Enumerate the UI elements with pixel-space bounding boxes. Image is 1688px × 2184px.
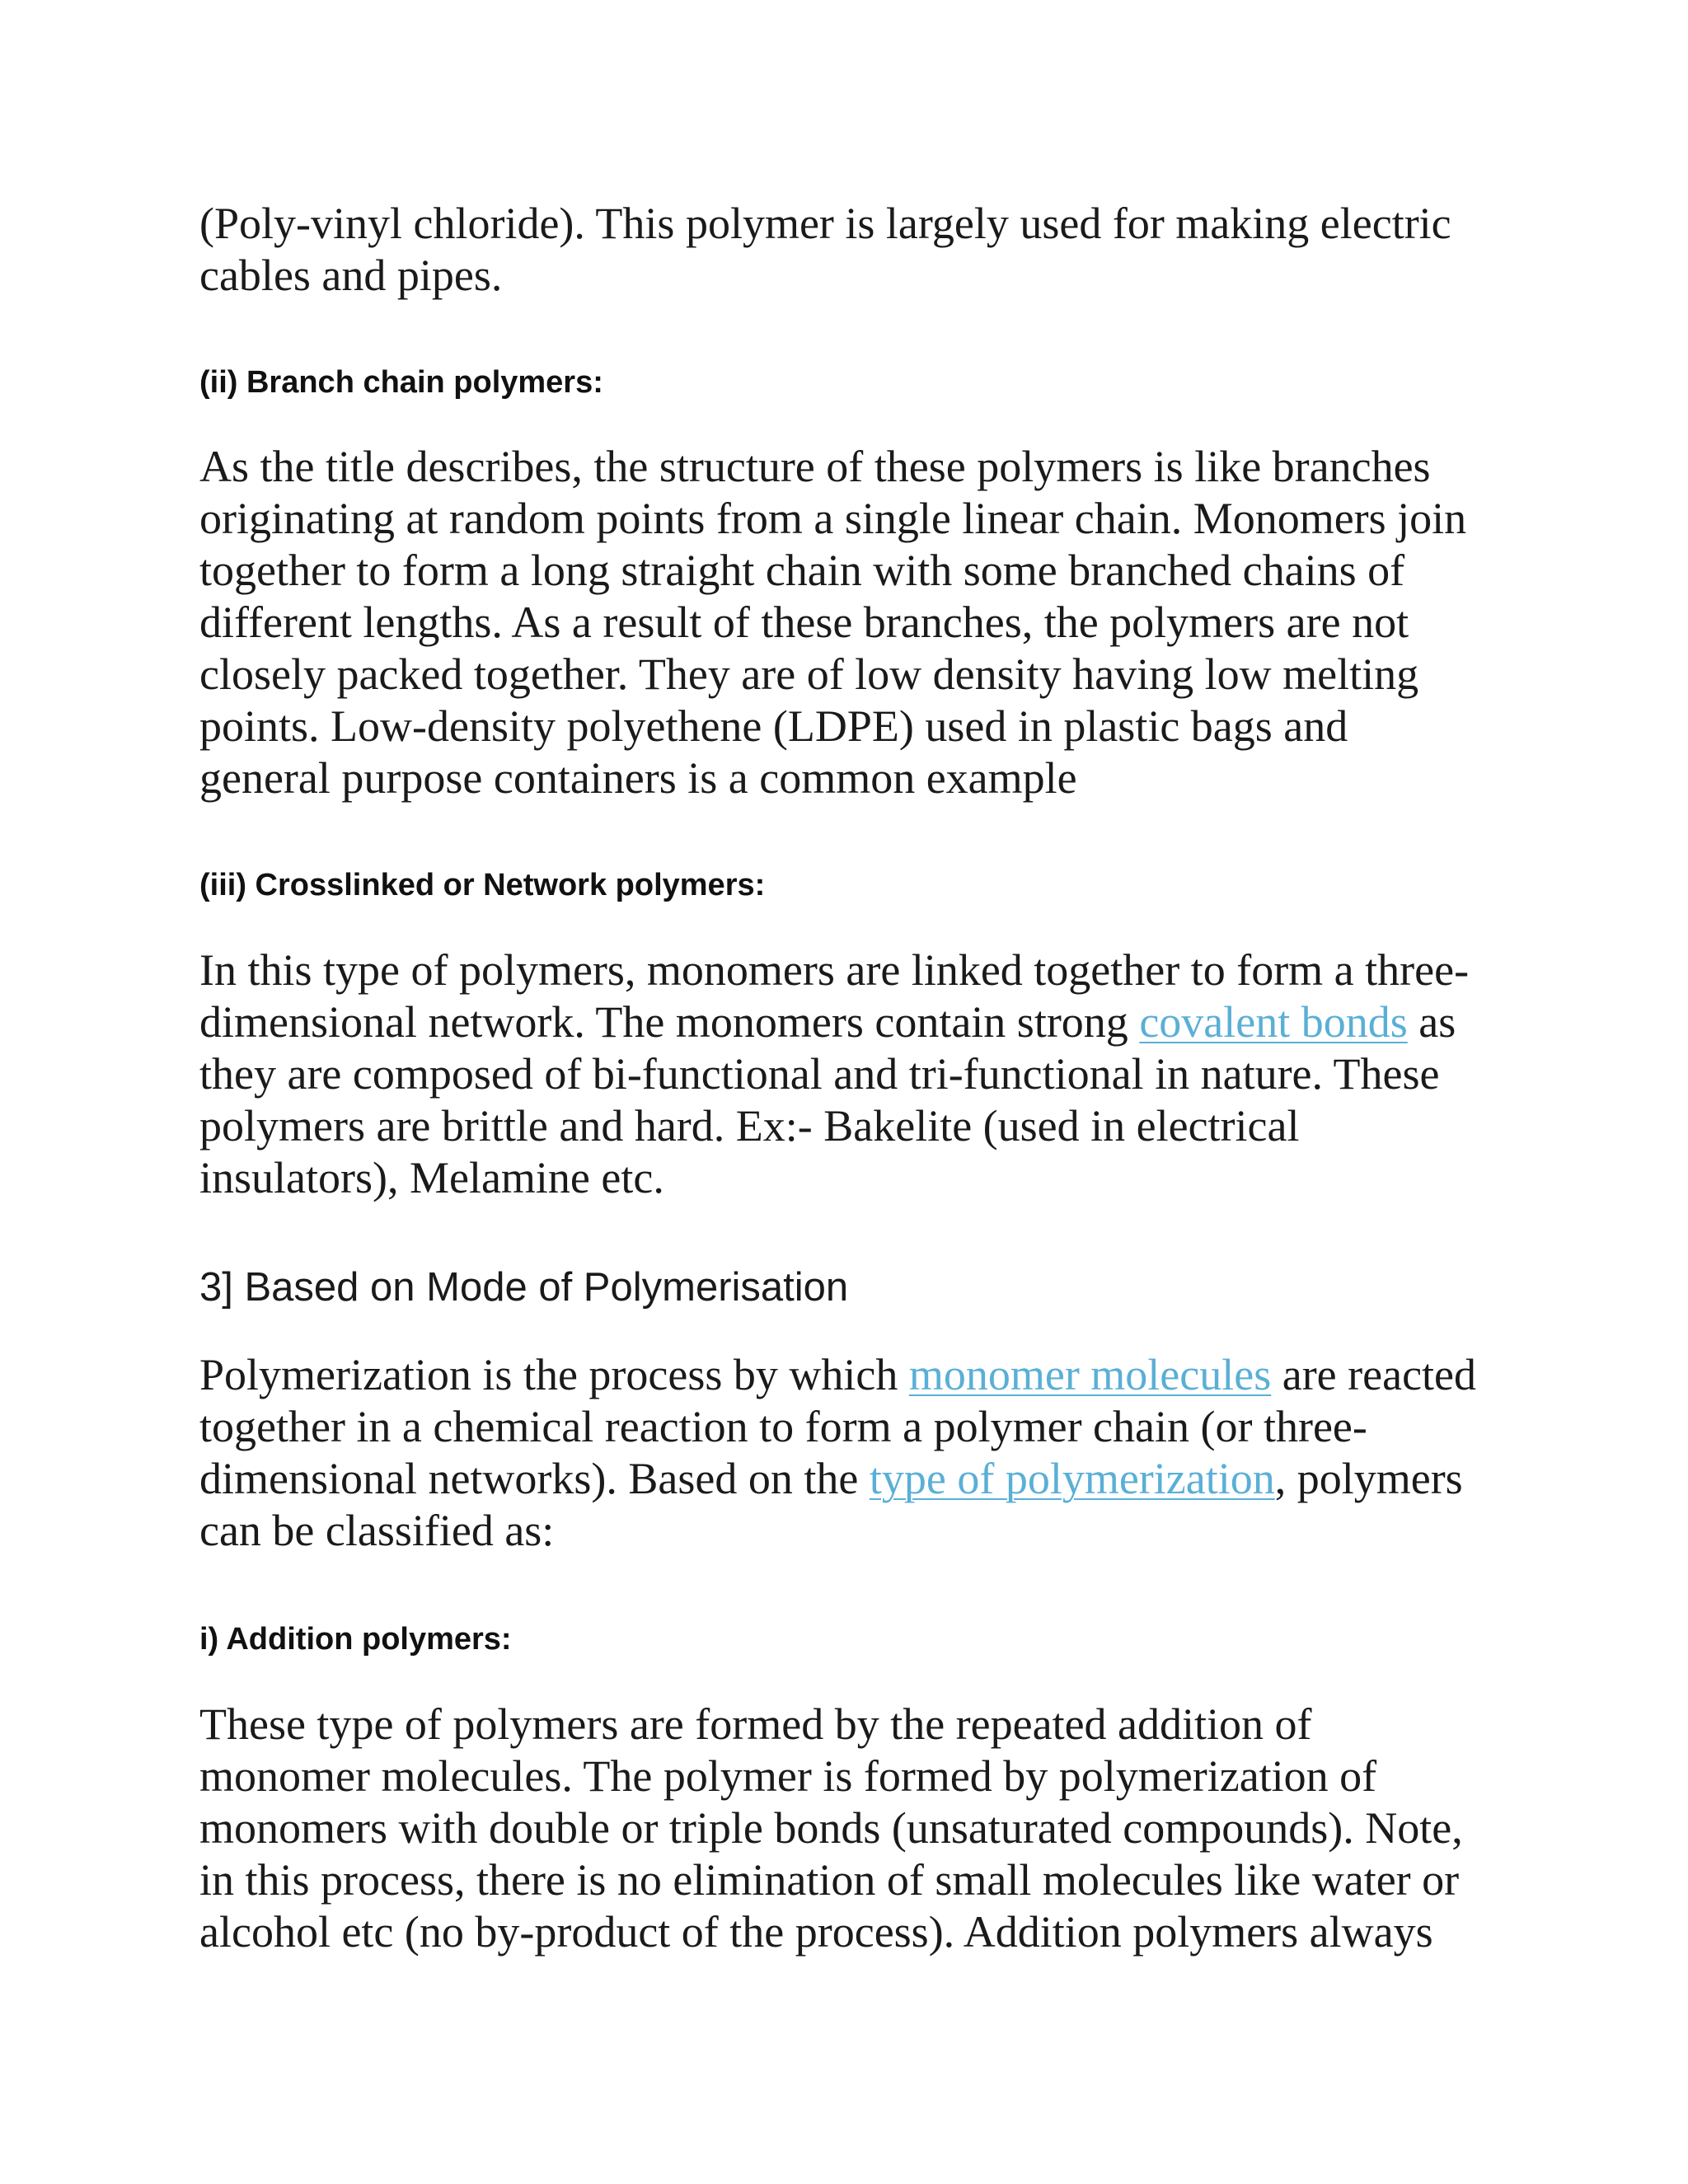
text-line: polymers are brittle and hard. Ex:- Bakelite (used in electrical bbox=[199, 1101, 1300, 1151]
covalent-bonds-link[interactable]: covalent bonds bbox=[1139, 997, 1408, 1047]
text-segment: dimensional networks). Based on the bbox=[199, 1454, 870, 1503]
text-line: These type of polymers are formed by the repeated addition of bbox=[199, 1699, 1312, 1749]
text-line: closely packed together. They are of low density having low melting bbox=[199, 649, 1419, 699]
text-line bbox=[199, 1349, 1485, 1401]
text-line: As the title describes, the structure of these polymers is like branches bbox=[199, 442, 1431, 491]
crosslinked-heading: (iii) Crosslinked or Network polymers: bbox=[199, 868, 766, 902]
text-line: monomers with double or triple bonds (unsaturated compounds). Note, bbox=[199, 1803, 1463, 1853]
crosslinked-paragraph bbox=[199, 944, 1485, 1204]
text-line bbox=[199, 996, 1485, 1048]
text-segment: , polymers bbox=[1274, 1454, 1463, 1503]
text-line: In this type of polymers, monomers are linked together to form a three- bbox=[199, 945, 1470, 995]
text-segment: Polymerization is the process by which bbox=[199, 1350, 909, 1399]
text-segment: dimensional network. The monomers contain strong bbox=[199, 997, 1140, 1047]
text-line: insulators), Melamine etc. bbox=[199, 1153, 664, 1202]
polymerization-paragraph bbox=[199, 1349, 1485, 1557]
text-line: originating at random points from a single linear chain. Monomers join bbox=[199, 494, 1467, 543]
text-segment: as bbox=[1407, 997, 1456, 1047]
text-line: together in a chemical reaction to form a polymer chain (or three- bbox=[199, 1402, 1367, 1451]
monomer-molecules-link[interactable]: monomer molecules bbox=[908, 1350, 1272, 1399]
branch-chain-paragraph bbox=[199, 441, 1485, 804]
text-line: general purpose containers is a common example bbox=[199, 753, 1077, 803]
intro-paragraph bbox=[199, 198, 1485, 302]
section-3-heading: 3] Based on Mode of Polymerisation bbox=[199, 1265, 849, 1310]
text-line: together to form a long straight chain with some branched chains of bbox=[199, 546, 1405, 595]
text-line: (Poly-vinyl chloride). This polymer is largely used for making electric bbox=[199, 199, 1451, 248]
addition-polymers-paragraph bbox=[199, 1699, 1485, 1958]
text-line: in this process, there is no elimination of small molecules like water or bbox=[199, 1855, 1460, 1905]
type-of-polymerization-link[interactable]: type of polymerization bbox=[869, 1454, 1275, 1503]
text-line: they are composed of bi-functional and tri-functional in nature. These bbox=[199, 1049, 1440, 1099]
addition-polymers-heading: i) Addition polymers: bbox=[199, 1622, 512, 1657]
text-line: points. Low-density polyethene (LDPE) used in plastic bags and bbox=[199, 701, 1348, 751]
text-segment: are reacted bbox=[1271, 1350, 1477, 1399]
text-line: different lengths. As a result of these branches, the polymers are not bbox=[199, 598, 1409, 647]
text-line: monomer molecules. The polymer is formed by polymerization of bbox=[199, 1751, 1377, 1801]
text-line: can be classified as: bbox=[199, 1506, 555, 1555]
text-line bbox=[199, 1453, 1485, 1505]
text-line: cables and pipes. bbox=[199, 251, 503, 300]
branch-chain-heading: (ii) Branch chain polymers: bbox=[199, 365, 603, 400]
text-line: alcohol etc (no by-product of the process). Addition polymers always bbox=[199, 1907, 1433, 1957]
